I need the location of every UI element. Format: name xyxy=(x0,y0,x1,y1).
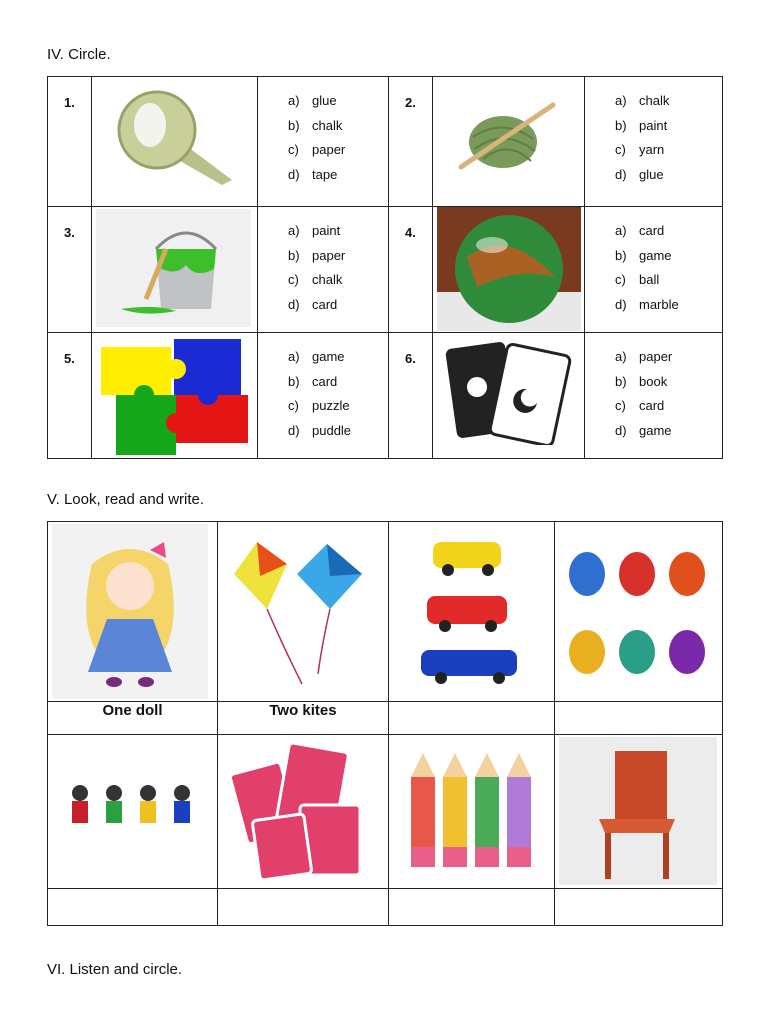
option[interactable]: c) puzzle xyxy=(288,398,350,413)
picture-paint xyxy=(92,207,258,333)
dolls-icon xyxy=(52,737,208,885)
picture-chair xyxy=(555,735,723,889)
balls-icon xyxy=(559,524,717,699)
option[interactable]: d) tape xyxy=(288,166,338,182)
option[interactable]: a) card xyxy=(615,223,665,238)
option[interactable]: a) glue xyxy=(288,93,337,108)
playing-cards-icon xyxy=(443,339,573,445)
picture-kites xyxy=(218,522,389,702)
picture-puzzle xyxy=(92,333,258,459)
option[interactable]: b) card xyxy=(288,373,338,389)
option[interactable]: c) ball xyxy=(615,272,660,287)
options-list xyxy=(258,333,388,447)
cars-icon xyxy=(393,524,549,699)
options-list xyxy=(585,333,722,447)
option[interactable]: c) yarn xyxy=(615,142,665,157)
picture-doll xyxy=(48,522,218,702)
option[interactable]: b) chalk xyxy=(288,117,343,133)
option[interactable]: c) chalk xyxy=(288,272,343,287)
marble-icon xyxy=(437,207,581,331)
option[interactable]: b) game xyxy=(615,247,672,263)
item-number: 4. xyxy=(389,207,433,333)
item-number: 6. xyxy=(389,333,433,459)
doll-icon xyxy=(52,524,208,699)
option[interactable]: a) paper xyxy=(615,349,673,364)
picture-pencils xyxy=(389,735,555,889)
picture-balls xyxy=(555,522,723,702)
option[interactable]: d) marble xyxy=(615,296,679,312)
section-heading-look: V. Look, read and write. xyxy=(47,491,205,508)
options-list xyxy=(258,77,388,191)
paint-bucket-icon xyxy=(96,209,251,327)
picture-playing-cards xyxy=(218,735,389,889)
item-number: 3. xyxy=(48,207,92,333)
chair-icon xyxy=(559,737,717,885)
picture-dolls xyxy=(48,735,218,889)
options-list xyxy=(585,77,722,191)
picture-marble xyxy=(433,207,585,333)
circle-table xyxy=(47,76,723,459)
options-list xyxy=(585,207,722,321)
item-number: 1. xyxy=(48,77,92,207)
caption-cell[interactable]: Two kites xyxy=(218,702,389,735)
picture-cards xyxy=(433,333,585,459)
picture-yarn xyxy=(433,77,585,207)
kites-icon xyxy=(222,524,382,699)
section-heading-circle: IV. Circle. xyxy=(47,46,111,63)
item-number: 2. xyxy=(389,77,433,207)
option[interactable]: c) paper xyxy=(288,142,346,157)
answer-cell[interactable] xyxy=(48,889,218,926)
options-list xyxy=(258,207,388,321)
option[interactable]: c) card xyxy=(615,398,665,413)
option[interactable]: d) card xyxy=(288,296,338,312)
tape-roll-icon xyxy=(112,85,242,197)
option[interactable]: d) glue xyxy=(615,166,664,182)
yarn-ball-icon xyxy=(453,97,563,177)
pink-cards-icon xyxy=(222,737,382,885)
option[interactable]: a) game xyxy=(288,349,345,364)
option[interactable]: d) puddle xyxy=(288,422,352,438)
picture-cars xyxy=(389,522,555,702)
picture-tape xyxy=(92,77,258,207)
option[interactable]: a) chalk xyxy=(615,93,670,108)
option[interactable]: b) paint xyxy=(615,117,668,133)
option[interactable]: d) game xyxy=(615,422,672,438)
option[interactable]: a) paint xyxy=(288,223,341,238)
look-read-write-table xyxy=(47,521,723,926)
puzzle-pieces-icon xyxy=(96,333,254,457)
answer-cell[interactable] xyxy=(555,889,723,926)
caption-cell[interactable] xyxy=(555,702,723,735)
option[interactable]: b) paper xyxy=(288,247,346,263)
caption-cell[interactable]: One doll xyxy=(48,702,218,735)
caption-cell[interactable] xyxy=(389,702,555,735)
answer-cell[interactable] xyxy=(218,889,389,926)
section-heading-listen: VI. Listen and circle. xyxy=(47,961,183,978)
pencils-icon xyxy=(393,737,549,885)
item-number: 5. xyxy=(48,333,92,459)
option[interactable]: b) book xyxy=(615,373,668,389)
answer-cell[interactable] xyxy=(389,889,555,926)
